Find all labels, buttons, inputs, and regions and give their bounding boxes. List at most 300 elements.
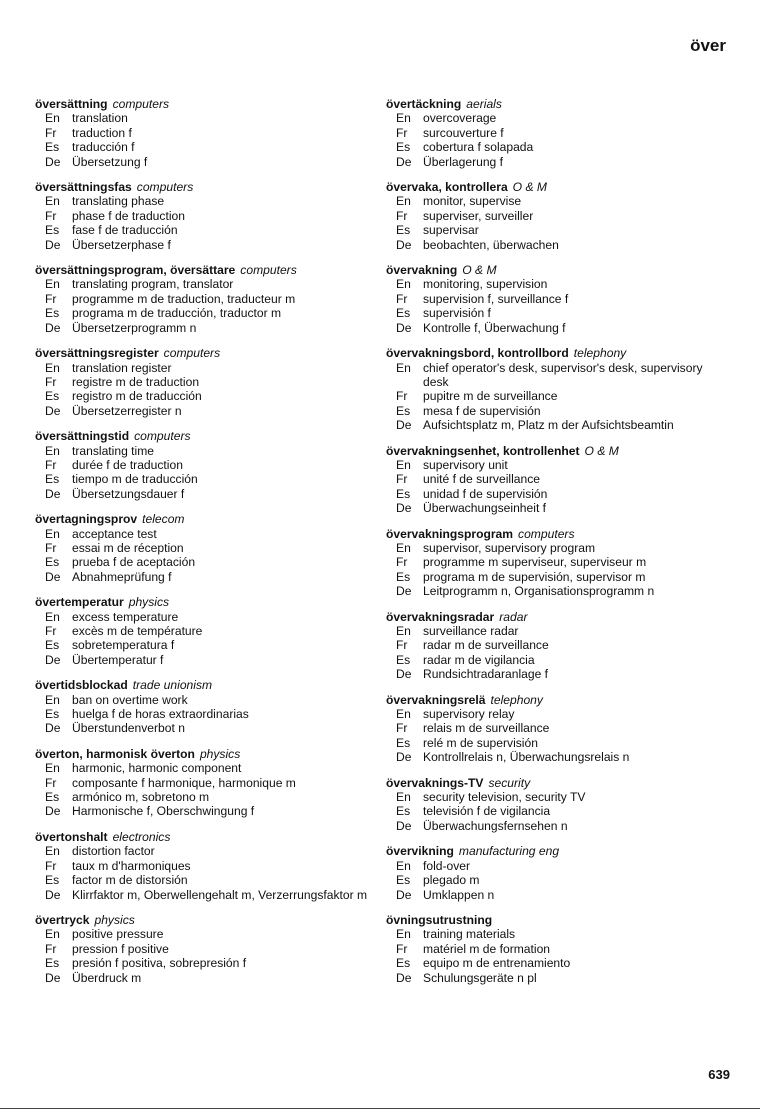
- translation-row: [35, 888, 370, 902]
- translation-text: ban on overtime work: [72, 692, 188, 707]
- translation-text: excès m de température: [72, 624, 203, 638]
- dictionary-entry: [386, 693, 731, 765]
- translation-row: [386, 653, 731, 667]
- translation-row: [35, 306, 370, 320]
- language-code: En: [396, 624, 411, 638]
- translation-text: fase f de traducción: [72, 223, 178, 238]
- dictionary-entry: [35, 512, 370, 584]
- translation-row: [35, 292, 370, 306]
- translation-row: [386, 306, 731, 320]
- right-column: [386, 97, 731, 996]
- translation-row: [386, 584, 731, 598]
- language-code: De: [45, 569, 61, 584]
- language-code: Es: [45, 638, 60, 653]
- language-code: Fr: [396, 555, 408, 570]
- language-code: Fr: [45, 457, 57, 472]
- translation-text: radar m de vigilancia: [423, 652, 535, 667]
- entry-headword-line: [35, 97, 370, 111]
- language-code: De: [45, 486, 61, 501]
- translation-row: [35, 111, 370, 125]
- language-code: Es: [396, 223, 411, 238]
- language-code: Es: [45, 873, 60, 888]
- language-code: De: [396, 320, 412, 335]
- translation-row: [386, 238, 731, 252]
- entry-headword-line: [386, 913, 731, 927]
- translation-row: [386, 942, 731, 956]
- language-code: Es: [396, 486, 411, 501]
- language-code: En: [396, 707, 411, 722]
- entry-headword-line: [35, 180, 370, 194]
- translation-row: [386, 418, 731, 432]
- entry-domain: computers: [518, 526, 575, 541]
- dictionary-entry: [386, 527, 731, 599]
- dictionary-entry: [386, 97, 731, 169]
- dictionary-entry: [386, 346, 731, 432]
- translation-row: [35, 927, 370, 941]
- language-code: En: [396, 194, 411, 209]
- entry-headword-line: [386, 346, 731, 360]
- translation-text: Leitprogramm n, Organisationsprogramm n: [423, 584, 655, 599]
- translation-row: [35, 209, 370, 223]
- translation-row: [35, 610, 370, 624]
- language-code: En: [45, 277, 60, 292]
- translation-row: [35, 859, 370, 873]
- language-code: Es: [45, 707, 60, 722]
- entry-term: översättningstid: [35, 429, 130, 444]
- language-code: De: [45, 652, 61, 667]
- translation-row: [386, 126, 731, 140]
- translation-row: [35, 804, 370, 818]
- entry-domain: trade unionism: [132, 678, 213, 693]
- language-code: En: [45, 844, 60, 859]
- translation-row: [35, 638, 370, 652]
- translation-text: programa m de supervisión, supervisor m: [423, 569, 646, 584]
- language-code: De: [396, 818, 412, 833]
- translation-row: [386, 155, 731, 169]
- translation-text: supervision f, surveillance f: [423, 291, 569, 306]
- language-code: Es: [396, 569, 411, 584]
- translation-text: mesa f de supervisión: [423, 403, 541, 418]
- entry-term: övervakningsprogram: [386, 526, 514, 541]
- language-code: Fr: [45, 775, 57, 790]
- language-code: En: [396, 927, 411, 942]
- language-code: Fr: [45, 858, 57, 873]
- language-code: En: [396, 790, 411, 805]
- translation-text: relé m de supervisión: [423, 735, 538, 750]
- entry-term: övertidsblockad: [35, 678, 128, 693]
- entry-headword-line: [386, 180, 731, 194]
- translation-text: Überstundenverbot n: [72, 721, 185, 736]
- language-code: Fr: [45, 208, 57, 223]
- translation-text: Übersetzerprogramm n: [72, 320, 197, 335]
- entry-headword-line: [386, 97, 731, 111]
- language-code: En: [45, 194, 60, 209]
- entry-headword-line: [386, 610, 731, 624]
- translation-text: training materials: [423, 927, 516, 942]
- language-code: En: [45, 526, 60, 541]
- entry-term: övervakning: [386, 263, 458, 278]
- entry-headword-line: [35, 678, 370, 692]
- entry-domain: security: [488, 775, 531, 790]
- translation-text: pupitre m de surveillance: [423, 389, 558, 404]
- language-code: Fr: [396, 125, 408, 140]
- language-code: Fr: [396, 291, 408, 306]
- entry-headword-line: [386, 527, 731, 541]
- translation-row: [386, 819, 731, 833]
- translation-row: [35, 223, 370, 237]
- language-code: Fr: [45, 540, 57, 555]
- language-code: Fr: [45, 941, 57, 956]
- translation-row: [35, 238, 370, 252]
- translation-text: registre m de traduction: [72, 374, 200, 389]
- translation-text: Harmonische f, Oberschwingung f: [72, 804, 255, 819]
- translation-text: Kontrollrelais n, Überwachungsrelais n: [423, 750, 630, 765]
- entry-domain: physics: [94, 912, 135, 927]
- translation-text: equipo m de entrenamiento: [423, 956, 571, 971]
- translation-row: [35, 194, 370, 208]
- translation-text: Umklappen n: [423, 887, 495, 902]
- language-code: Fr: [45, 624, 57, 638]
- translation-row: [386, 859, 731, 873]
- translation-text: translating program, translator: [72, 277, 234, 292]
- entry-headword-line: [386, 776, 731, 790]
- translation-row: [386, 667, 731, 681]
- translation-text: translation register: [72, 360, 172, 375]
- entry-domain: computers: [112, 97, 170, 111]
- translation-text: overcoverage: [423, 111, 497, 126]
- language-code: De: [45, 970, 61, 985]
- translation-row: [386, 873, 731, 887]
- translation-text: unité f de surveillance: [423, 472, 540, 487]
- language-code: Es: [396, 735, 411, 750]
- entry-domain: manufacturing eng: [458, 844, 560, 859]
- translation-text: superviser, surveiller: [423, 208, 534, 223]
- entry-domain: telephony: [490, 692, 543, 707]
- language-code: De: [45, 887, 61, 902]
- language-code: De: [45, 721, 61, 736]
- language-code: En: [396, 111, 411, 126]
- translation-text: composante f harmonique, harmonique m: [72, 775, 296, 790]
- dictionary-entry: [35, 263, 370, 335]
- language-code: En: [396, 457, 411, 472]
- language-code: Es: [45, 472, 60, 487]
- dictionary-entry: [386, 844, 731, 902]
- translation-text: surcouverture f: [423, 125, 504, 140]
- translation-text: Aufsichtsplatz m, Platz m der Aufsichtsbeamtin: [423, 418, 674, 433]
- translation-text: Übersetzung f: [72, 154, 148, 169]
- language-code: De: [396, 418, 412, 433]
- dictionary-entry: [386, 263, 731, 335]
- language-code: En: [45, 443, 60, 458]
- translation-row: [35, 541, 370, 555]
- entry-term: översättning: [35, 97, 108, 111]
- language-code: De: [396, 584, 412, 599]
- entry-term: översättningsprogram, översättare: [35, 263, 236, 278]
- translation-row: [386, 721, 731, 735]
- language-code: En: [45, 111, 60, 126]
- entry-headword-line: [35, 595, 370, 609]
- dictionary-entry: [35, 429, 370, 501]
- translation-text: sobretemperatura f: [72, 638, 175, 653]
- entry-term: översättningsregister: [35, 346, 159, 361]
- translation-row: [35, 458, 370, 472]
- translation-text: security television, security TV: [423, 790, 586, 805]
- translation-text: registro m de traducción: [72, 389, 202, 404]
- language-code: Es: [45, 389, 60, 404]
- language-code: Es: [396, 652, 411, 667]
- entry-domain: O & M: [584, 443, 619, 458]
- entry-headword-line: [386, 263, 731, 277]
- language-code: Es: [45, 956, 60, 971]
- translation-row: [35, 844, 370, 858]
- translation-row: [386, 472, 731, 486]
- language-code: Fr: [396, 638, 408, 653]
- entry-headword-line: [386, 693, 731, 707]
- translation-row: [386, 292, 731, 306]
- translation-text: huelga f de horas extraordinarias: [72, 707, 249, 722]
- translation-text: Überlagerung f: [423, 154, 504, 169]
- translation-text: traduction f: [72, 125, 132, 140]
- translation-text: Übersetzerregister n: [72, 403, 182, 418]
- dictionary-entry: [386, 913, 731, 985]
- translation-text: Schulungsgeräte n pl: [423, 970, 537, 985]
- translation-text: televisión f de vigilancia: [423, 804, 551, 819]
- translation-text: taux m d'harmoniques: [72, 858, 191, 873]
- entry-domain: O & M: [462, 263, 497, 278]
- translation-text: supervisor, supervisory program: [423, 540, 596, 555]
- entry-term: övertryck: [35, 912, 90, 927]
- translation-row: [35, 444, 370, 458]
- entry-domain: electronics: [112, 829, 171, 844]
- translation-text: Überwachungseinheit f: [423, 501, 547, 516]
- translation-row: [35, 790, 370, 804]
- translation-row: [386, 458, 731, 472]
- translation-text: Klirrfaktor m, Oberwellengehalt m, Verzerrungsfaktor m: [72, 887, 368, 902]
- dictionary-entry: [35, 747, 370, 819]
- translation-row: [35, 361, 370, 375]
- language-code: Es: [396, 306, 411, 321]
- translation-row: [35, 956, 370, 970]
- translation-row: [386, 750, 731, 764]
- language-code: De: [396, 970, 412, 985]
- language-code: De: [396, 237, 412, 252]
- language-code: Es: [396, 956, 411, 971]
- language-code: De: [396, 887, 412, 902]
- entry-domain: O & M: [512, 180, 547, 195]
- entry-term: övervakningsradar: [386, 609, 495, 624]
- language-code: Es: [396, 403, 411, 418]
- translation-text: armónico m, sobretono m: [72, 790, 210, 805]
- entry-term: övervaka, kontrollera: [386, 180, 508, 195]
- translation-text: programme m superviseur, superviseur m: [423, 555, 647, 570]
- language-code: Es: [45, 223, 60, 238]
- translation-row: [386, 971, 731, 985]
- language-code: Fr: [45, 125, 57, 140]
- translation-text: essai m de réception: [72, 540, 184, 555]
- translation-row: [386, 111, 731, 125]
- translation-text: supervisory unit: [423, 457, 508, 472]
- translation-row: [35, 321, 370, 335]
- language-code: Es: [45, 140, 60, 155]
- translation-row: [35, 555, 370, 569]
- entry-headword-line: [35, 913, 370, 927]
- translation-text: Überwachungsfernsehen n: [423, 818, 568, 833]
- language-code: En: [45, 927, 60, 942]
- translation-text: pression f positive: [72, 941, 169, 956]
- translation-row: [35, 155, 370, 169]
- translation-text: acceptance test: [72, 526, 157, 541]
- translation-row: [386, 361, 731, 390]
- dictionary-entry: [35, 180, 370, 252]
- translation-text: monitoring, supervision: [423, 277, 548, 292]
- translation-text: positive pressure: [72, 927, 164, 942]
- translation-row: [386, 927, 731, 941]
- language-code: En: [396, 277, 411, 292]
- translation-row: [35, 707, 370, 721]
- language-code: Fr: [45, 374, 57, 389]
- translation-row: [386, 223, 731, 237]
- translation-text: Übersetzerphase f: [72, 237, 171, 252]
- dictionary-entry: [35, 97, 370, 169]
- footer-rule: [0, 1108, 760, 1109]
- entry-domain: telephony: [573, 346, 627, 361]
- translation-row: [386, 277, 731, 291]
- translation-text: translating time: [72, 443, 155, 458]
- translation-row: [35, 624, 370, 638]
- language-code: De: [396, 154, 412, 169]
- language-code: Fr: [396, 208, 408, 223]
- translation-row: [35, 942, 370, 956]
- entry-term: överton, harmonisk överton: [35, 746, 195, 761]
- language-code: Es: [45, 790, 60, 805]
- translation-row: [386, 790, 731, 804]
- language-code: De: [45, 403, 61, 418]
- translation-text: durée f de traduction: [72, 457, 183, 472]
- translation-text: tiempo m de traducción: [72, 472, 198, 487]
- translation-text: relais m de surveillance: [423, 721, 550, 736]
- entry-headword-line: [35, 263, 370, 277]
- translation-row: [386, 194, 731, 208]
- translation-text: beobachten, überwachen: [423, 237, 559, 252]
- translation-row: [35, 389, 370, 403]
- entry-domain: computers: [240, 263, 297, 278]
- translation-text: supervisory relay: [423, 707, 515, 722]
- dictionary-entry: [386, 444, 731, 516]
- dictionary-entry: [35, 595, 370, 667]
- language-code: De: [396, 750, 412, 765]
- language-code: Fr: [396, 472, 408, 487]
- language-code: De: [45, 320, 61, 335]
- translation-row: [386, 555, 731, 569]
- translation-text: supervisar: [423, 223, 479, 238]
- translation-text: translating phase: [72, 194, 165, 209]
- entry-domain: physics: [128, 595, 170, 610]
- entry-term: övervakningsenhet, kontrollenhet: [386, 443, 580, 458]
- translation-text: distortion factor: [72, 844, 155, 859]
- translation-text: harmonic, harmonic component: [72, 761, 242, 776]
- entry-domain: telecom: [142, 512, 185, 527]
- translation-text: traducción f: [72, 140, 135, 155]
- translation-row: [386, 389, 731, 403]
- language-code: De: [396, 667, 412, 682]
- translation-text: prueba f de aceptación: [72, 555, 196, 570]
- translation-row: [386, 956, 731, 970]
- language-code: En: [396, 360, 411, 375]
- translation-text: plegado m: [423, 873, 480, 888]
- entry-term: övervaknings-TV: [386, 775, 484, 790]
- language-code: De: [45, 237, 61, 252]
- translation-text: unidad f de supervisión: [423, 486, 548, 501]
- translation-row: [35, 404, 370, 418]
- entry-headword-line: [35, 429, 370, 443]
- translation-row: [35, 487, 370, 501]
- translation-row: [386, 404, 731, 418]
- translation-row: [386, 501, 731, 515]
- translation-text: Übertemperatur f: [72, 652, 164, 667]
- translation-row: [35, 776, 370, 790]
- language-code: En: [45, 761, 60, 776]
- translation-row: [35, 693, 370, 707]
- translation-row: [35, 570, 370, 584]
- translation-row: [386, 804, 731, 818]
- entry-headword-line: [386, 844, 731, 858]
- translation-text: translation: [72, 111, 128, 126]
- translation-text: radar m de surveillance: [423, 638, 549, 653]
- translation-row: [386, 140, 731, 154]
- language-code: Es: [45, 306, 60, 321]
- translation-row: [386, 570, 731, 584]
- translation-text: supervisión f: [423, 306, 491, 321]
- entry-domain: aerials: [466, 97, 502, 111]
- language-code: En: [45, 609, 60, 624]
- translation-text: presión f positiva, sobrepresión f: [72, 956, 247, 971]
- language-code: De: [45, 804, 61, 819]
- entry-headword-line: [35, 346, 370, 360]
- entry-term: övningsutrustning: [386, 912, 493, 927]
- translation-row: [386, 624, 731, 638]
- translation-text: Kontrolle f, Überwachung f: [423, 320, 566, 335]
- entry-headword-line: [35, 830, 370, 844]
- translation-row: [386, 707, 731, 721]
- language-code: Es: [396, 140, 411, 155]
- entry-domain: computers: [136, 180, 194, 195]
- entry-term: övertemperatur: [35, 595, 124, 610]
- translation-text: chief operator's desk, supervisor's desk, supervisory desk: [423, 360, 703, 389]
- translation-text: Übersetzungsdauer f: [72, 486, 185, 501]
- entry-term: övertagningsprov: [35, 512, 138, 527]
- language-code: Fr: [396, 941, 408, 956]
- translation-row: [386, 321, 731, 335]
- translation-text: Rundsichtradaranlage f: [423, 667, 549, 682]
- translation-text: programa m de traducción, traductor m: [72, 306, 282, 321]
- language-code: En: [45, 360, 60, 375]
- translation-text: phase f de traduction: [72, 208, 185, 223]
- translation-row: [35, 140, 370, 154]
- translation-row: [386, 888, 731, 902]
- language-code: En: [396, 540, 411, 555]
- translation-row: [386, 487, 731, 501]
- translation-text: excess temperature: [72, 609, 179, 624]
- translation-text: monitor, supervise: [423, 194, 522, 209]
- dictionary-entry: [35, 913, 370, 985]
- entry-term: övertäckning: [386, 97, 462, 111]
- language-code: Es: [396, 804, 411, 819]
- dictionary-entry: [386, 776, 731, 834]
- translation-text: surveillance radar: [423, 624, 519, 638]
- translation-row: [35, 375, 370, 389]
- translation-text: Abnahmeprüfung f: [72, 569, 172, 584]
- language-code: De: [45, 154, 61, 169]
